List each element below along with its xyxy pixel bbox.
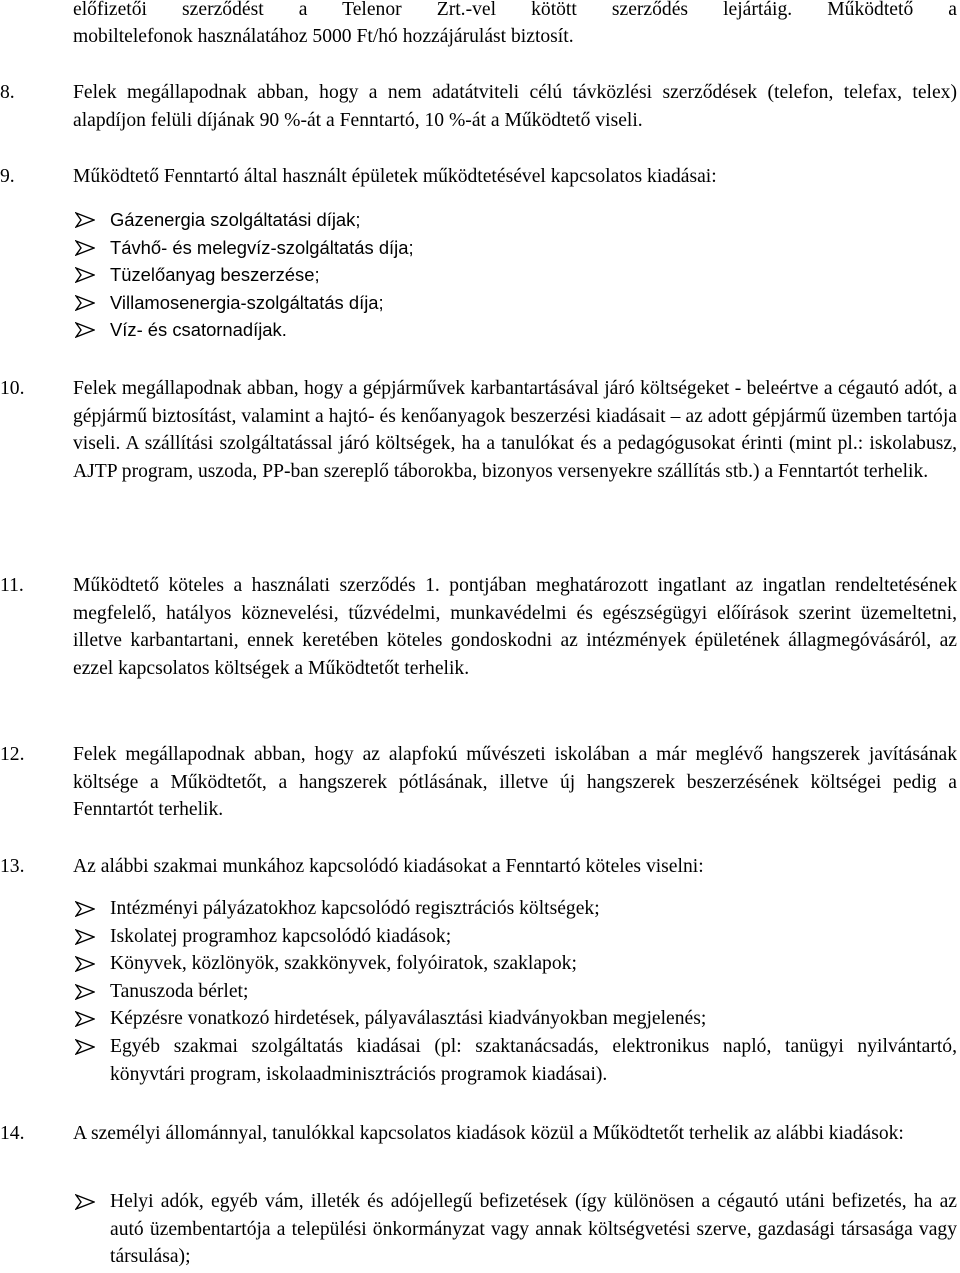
arrowhead-bullet-icon: [75, 212, 95, 228]
arrowhead-bullet-icon: [75, 295, 95, 311]
arrowhead-bullet-icon: [75, 956, 95, 972]
intro-line-1: előfizetői szerződést a Telenor Zrt.-vel kötött szerződés lejártáig. Működtető a: [73, 0, 957, 20]
bullet-list: [73, 895, 957, 1088]
list-item: [73, 234, 957, 262]
list-item-text: Egyéb szakmai szolgáltatás kiadásai (pl: szaktanácsadás, elektronikus napló, tanügyi nyilvántartó, könyvtári program, iskolaadminisztrációs programok kiadásai).: [110, 1035, 957, 1085]
section-number: 14.: [0, 1123, 25, 1144]
bullet-list: [73, 1188, 957, 1271]
list-item-text: Gázenergia szolgáltatási díjak;: [110, 209, 361, 230]
arrowhead-bullet-icon: [75, 929, 95, 945]
section-text: Felek megállapodnak abban, hogy az alapfokú művészeti iskolában a már meglévő hangszerek javításának költsége a Működtetőt, a hangszerek pótlásának, illetve új hangszerek beszerzésének költségei pedig a Fenntartót terhelik.: [73, 744, 957, 821]
arrowhead-bullet-icon: [75, 1039, 95, 1055]
list-item: [73, 895, 957, 923]
list-item: [73, 316, 957, 344]
section-text: Felek megállapodnak abban, hogy a nem adatátviteli célú távközlési szerződések (telefon, telefax, telex) alapdíjon felüli díjának 90 %-át a Fenntartó, 10 %-át a Működtető viseli.: [73, 82, 957, 131]
list-item: [73, 950, 957, 978]
arrowhead-bullet-icon: [75, 322, 95, 338]
list-item-text: Víz- és csatornadíjak.: [110, 319, 287, 341]
arrowhead-bullet-icon: [75, 1194, 95, 1210]
arrowhead-bullet-icon: [75, 240, 95, 256]
section-number: 11.: [0, 575, 24, 596]
arrowhead-bullet-icon: [75, 901, 95, 917]
list-item-text: Iskolatej programhoz kapcsolódó kiadások;: [110, 925, 452, 947]
arrowhead-bullet-icon: [75, 1011, 95, 1027]
intro-line-2: mobiltelefonok használatához 5000 Ft/hó hozzájárulást biztosít.: [73, 26, 574, 47]
section-text: Felek megállapodnak abban, hogy a gépjárművek karbantartásával járó költségeket - beleértve a cégautó adót, a gépjármű biztosítást, valamint a hajtó- és kenőanyagok beszerzési kiadásait – az adott gépjármű üzemben tartója viseli. A szállítási szolgáltatással járó költségek, ha a tanulókat és a pedagógusokat érinti (mint pl.: iskolabusz, AJTP program, uszoda, PP-ban szereplő táborokba, bizonyos versenyekre szállítás stb.) a Fenntartót terhelik.: [73, 378, 957, 482]
list-item-text: Villamosenergia-szolgáltatás díja;: [110, 291, 384, 313]
section-number: 10.: [0, 378, 25, 399]
section-text: Az alábbi szakmai munkához kapcsolódó kiadásokat a Fenntartó köteles viselni:: [73, 856, 704, 877]
section-number: 12.: [0, 744, 25, 765]
bullet-list: [73, 206, 957, 344]
list-item: [73, 978, 957, 1006]
list-item: [73, 923, 957, 951]
list-item-text: Tanuszoda bérlet;: [110, 980, 249, 1002]
arrowhead-bullet-icon: [75, 267, 95, 283]
section-text: A személyi állománnyal, tanulókkal kapcsolatos kiadások közül a Működtetőt terhelik az alábbi kiadások:: [73, 1123, 904, 1144]
list-item-text: Helyi adók, egyéb vám, illeték és adójellegű befizetések (így különösen a cégautó utáni befizetés, ha az autó üzembentartója a települési önkormányzat vagy annak költségvetési szerve, gazdasági társasága vagy társulása);: [110, 1191, 957, 1268]
list-item: [73, 1005, 957, 1033]
list-item: [73, 1188, 957, 1271]
list-item-text: Intézményi pályázatokhoz kapcsolódó regisztrációs költségek;: [110, 898, 600, 919]
arrowhead-bullet-icon: [75, 984, 95, 1000]
list-item: [73, 206, 957, 234]
list-item-text: Könyvek, közlönyök, szakkönyvek, folyóiratok, szaklapok;: [110, 953, 577, 975]
list-item: [73, 289, 957, 317]
section-number: 9.: [0, 166, 15, 187]
section-text: Működtető Fenntartó által használt épületek működtetésével kapcsolatos kiadásai:: [73, 166, 717, 187]
section-text: Működtető köteles a használati szerződés 1. pontjában meghatározott ingatlant az ingatlan rendeltetésének megfelelő, hatályos köznevelési, tűzvédelmi, munkavédelmi és egészségügyi előírások szerint üzemeltetni, illetve karbantartani, ennek keretében köteles gondoskodni az intézmények épületének állagmegóvásáról, az ezzel kapcsolatos költségek a Működtetőt terhelik.: [73, 575, 957, 679]
list-item-text: Távhő- és melegvíz-szolgáltatás díja;: [110, 236, 414, 258]
list-item-text: Tüzelőanyag beszerzése;: [110, 264, 320, 286]
section-number: 8.: [0, 82, 15, 103]
section-number: 13.: [0, 856, 25, 877]
list-item-text: Képzésre vonatkozó hirdetések, pályaválasztási kiadványokban megjelenés;: [110, 1008, 707, 1030]
list-item: [73, 1033, 957, 1088]
list-item: [73, 261, 957, 289]
